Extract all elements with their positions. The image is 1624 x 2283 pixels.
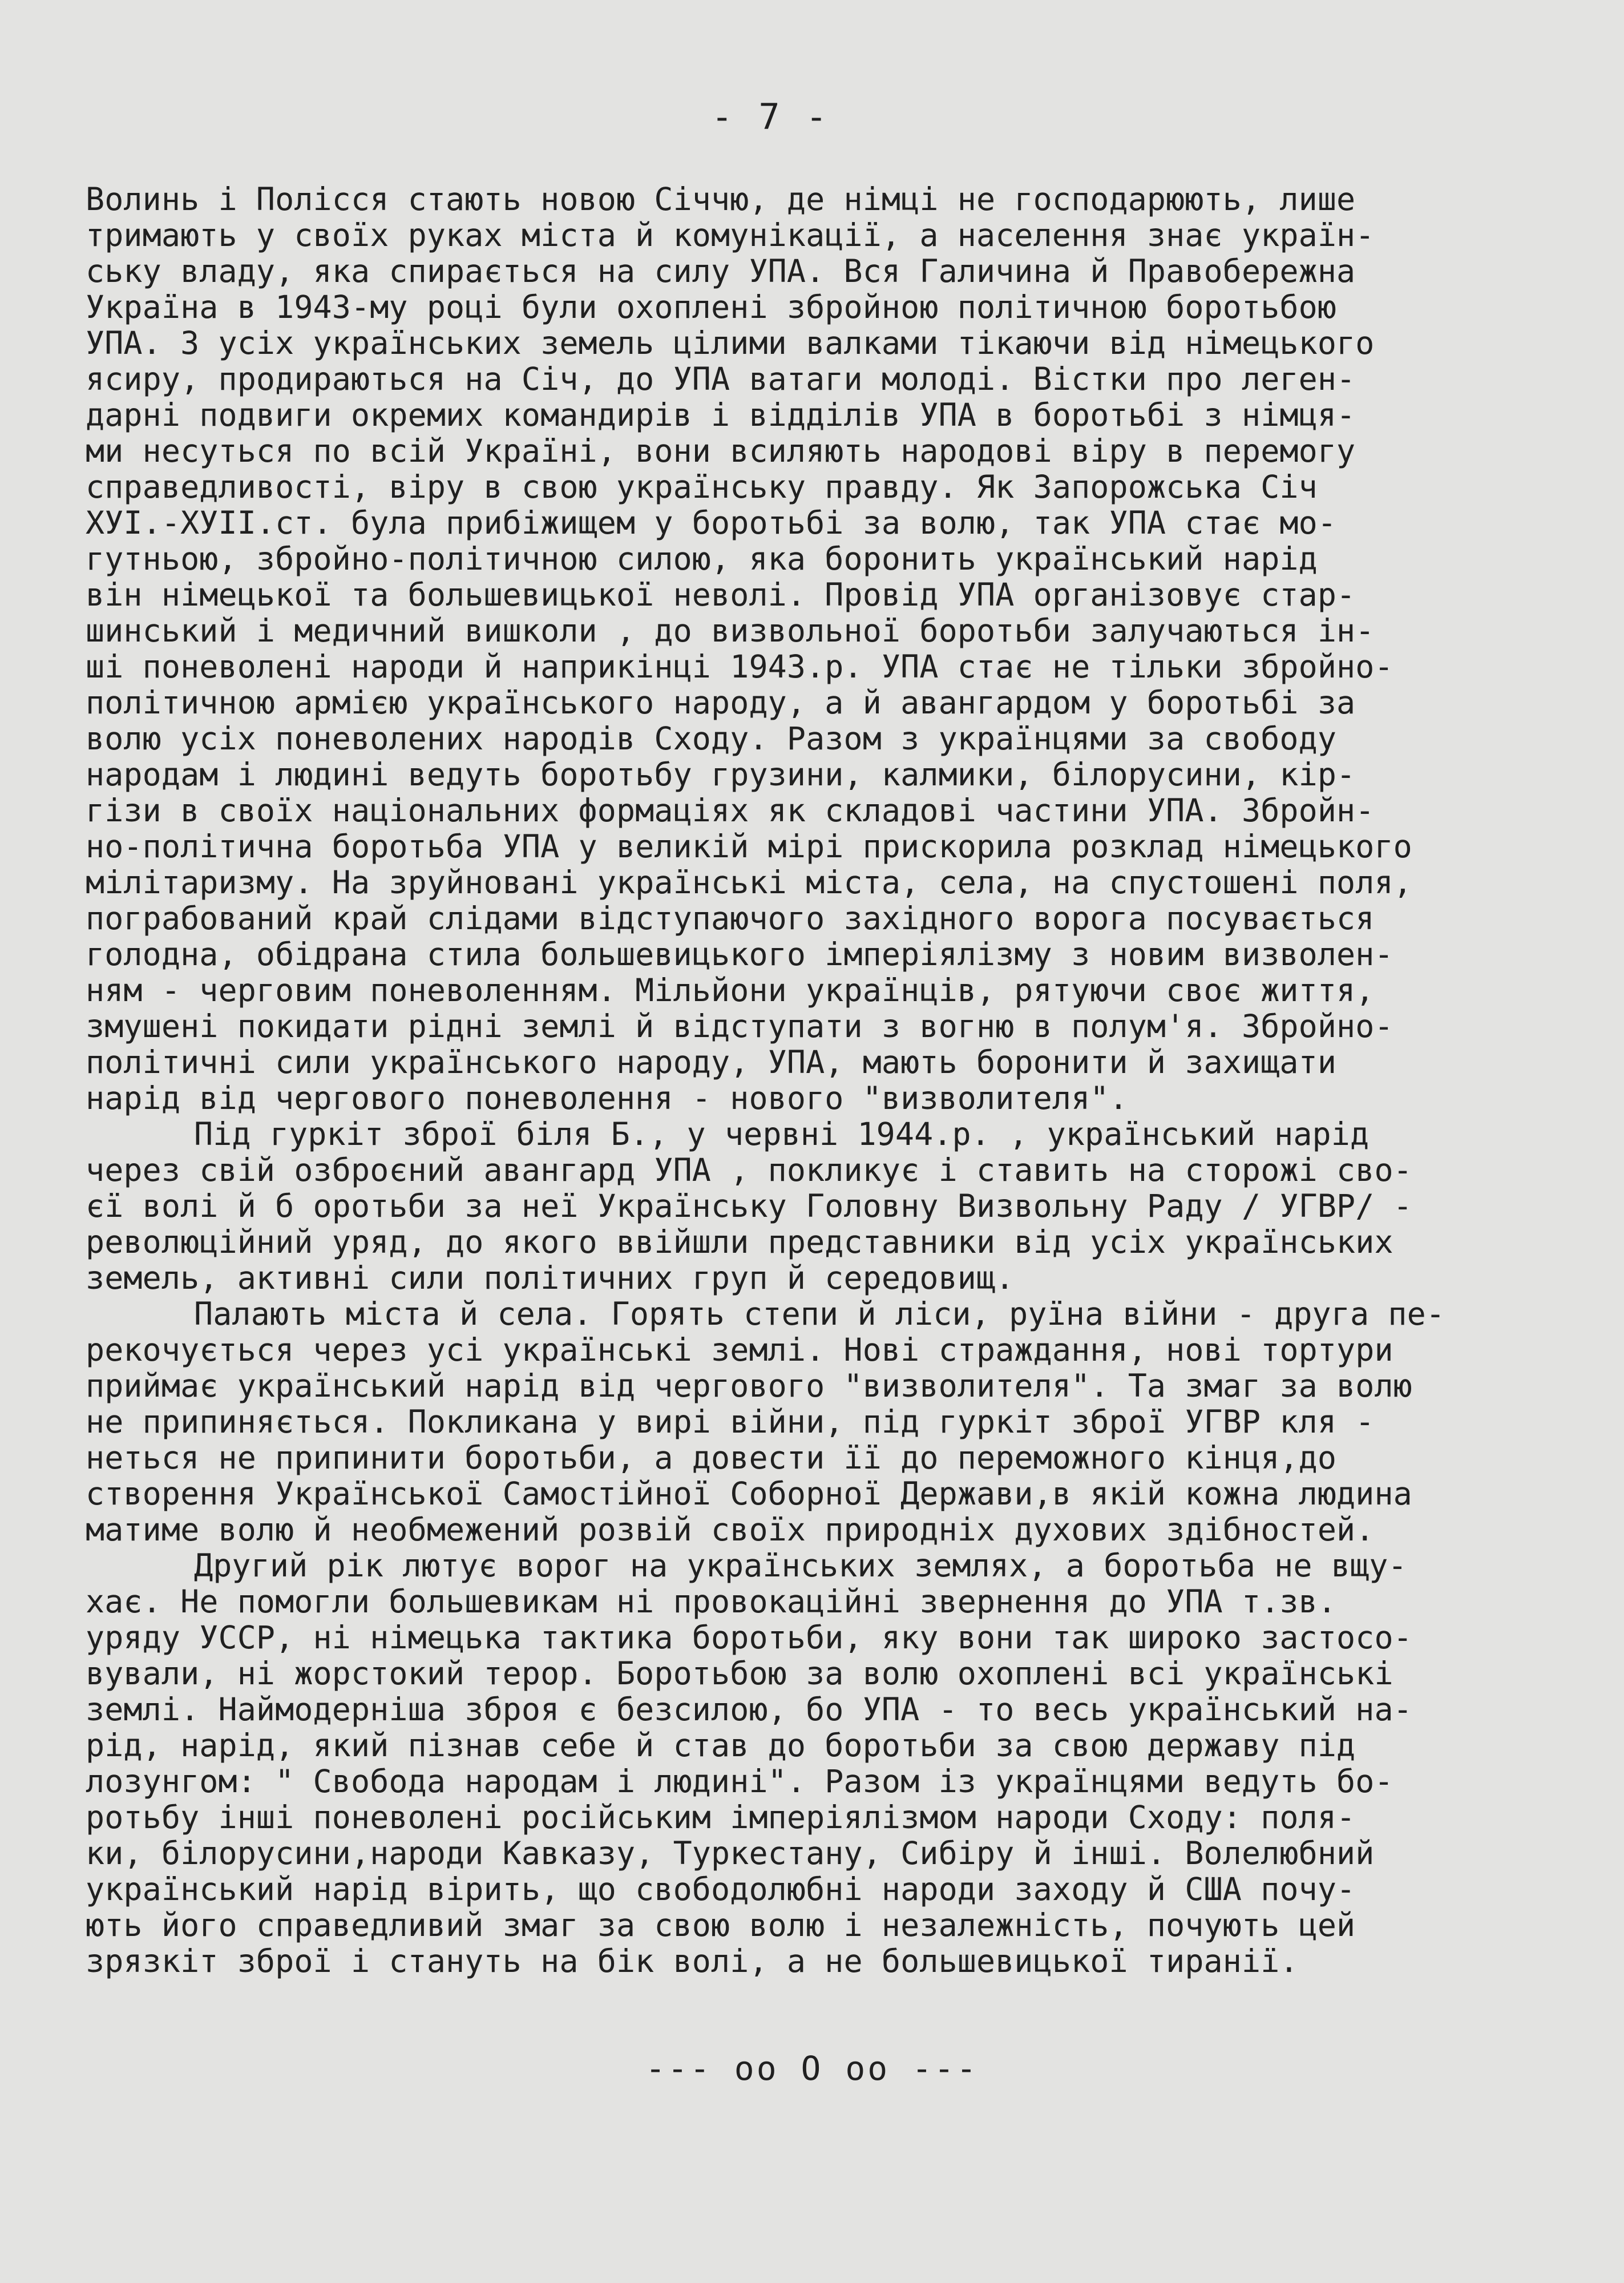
text-line: ші поневолені народи й наприкінці 1943.р. УПА стає не тільки збройно- [86, 648, 1393, 685]
text-line: гізи в своїх національних формаціях як складові частини УПА. Збройн- [86, 792, 1375, 829]
text-line: він німецької та большевицької неволі. Провід УПА організовує стар- [86, 576, 1356, 613]
text-line: дарні подвиги окремих командирів і відділів УПА в боротьбі з німця- [86, 397, 1356, 433]
text-line: матиме волю й необмежений розвій своїх природніх духових здібностей. [86, 1511, 1375, 1548]
text-line: уряду УССР, ні німецька тактика боротьби, яку вони так широко застосо- [86, 1619, 1412, 1656]
text-line: через свій озброєний авангард УПА , покликує і ставить на сторожі сво- [86, 1152, 1412, 1188]
text-line: революційний уряд, до якого ввійшли представники від усіх українських [86, 1224, 1393, 1260]
text-line: приймає український нарід від чергового "визволителя". Та змаг за волю [86, 1368, 1412, 1404]
body-text [86, 181, 1581, 1979]
text-line: ням - черговим поневоленням. Мільйони українців, рятуючи своє життя, [86, 972, 1375, 1009]
text-line: рекочується через усі українські землі. Нові страждання, нові тортури [86, 1332, 1393, 1368]
text-line: но-політична боротьба УПА у великій мірі прискорила розклад німецького [86, 828, 1412, 865]
text-line: вували, ні жорстокий терор. Боротьбою за волю охоплені всі українські [86, 1655, 1393, 1692]
text-line: тримають у своїх руках міста й комунікації, а населення знає україн- [86, 217, 1375, 253]
text-line: народам і людині ведуть боротьбу грузини, калмики, білорусини, кір- [86, 756, 1356, 793]
text-line: справедливості, віру в свою українську правду. Як Запорожська Січ [86, 469, 1318, 505]
text-line: Другий рік лютує ворог на українських землях, а боротьба не вщу- [194, 1547, 1407, 1584]
text-line: зрязкіт зброї і стануть на бік волі, а не большевицької тиранії. [86, 1943, 1299, 1979]
text-line: єї волі й б оротьби за неї Українську Головну Визвольну Раду / УГВР/ - [86, 1188, 1412, 1224]
page-number: - 7 - [711, 96, 830, 138]
text-line: ротьбу інші поневолені російським імперіялізмом народи Сходу: поля- [86, 1799, 1356, 1836]
text-line: український нарід вірить, що свободолюбні народи заходу й США почу- [86, 1871, 1356, 1907]
text-line: земель, активні сили політичних груп й середовищ. [86, 1260, 1015, 1296]
text-line: землі. Наймодерніша зброя є безсилою, бо УПА - то весь український на- [86, 1691, 1412, 1728]
text-line: Під гуркіт зброї біля Б., у червні 1944.р. , український нарід [194, 1116, 1370, 1152]
text-line: ську владу, яка спирається на силу УПА. Вся Галичина й Правобережна [86, 253, 1356, 289]
text-line: ХУІ.-ХУІІ.ст. була прибіжищем у боротьбі за волю, так УПА стає мо- [86, 505, 1337, 541]
text-line: УПА. З усіх українських земель цілими валками тікаючи від німецького [86, 325, 1375, 361]
text-line: Палають міста й села. Горять степи й ліси, руїна війни - друга пе- [194, 1296, 1445, 1332]
closing-separator: --- oo O oo --- [645, 2049, 979, 2088]
text-line: голодна, обідрана стила большевицького імперіялізму з новим визволен- [86, 936, 1393, 973]
text-line: не припиняється. Покликана у вирі війни, під гуркіт зброї УГВР кля - [86, 1403, 1375, 1440]
text-line: лозунгом: " Свобода народам і людині". Разом із українцями ведуть бо- [86, 1763, 1393, 1800]
text-line: створення Української Самостійної Соборної Держави,в якій кожна людина [86, 1475, 1412, 1512]
text-line: змушені покидати рідні землі й відступати з вогню в полум'я. Збройно- [86, 1008, 1393, 1044]
text-line: пограбований край слідами відступаючого західного ворога посувається [86, 900, 1375, 937]
text-line: ми несуться по всій Україні, вони всиляють народові віру в перемогу [86, 433, 1356, 469]
text-line: рід, нарід, який пізнав себе й став до боротьби за свою державу під [86, 1727, 1356, 1764]
text-line: політичні сили українського народу, УПА, мають боронити й захищати [86, 1044, 1337, 1080]
text-line: неться не припинити боротьби, а довести її до переможного кінця,до [86, 1439, 1337, 1476]
text-line: мілітаризму. На зруйновані українські міста, села, на спустошені поля, [86, 864, 1412, 901]
text-line: ясиру, продираються на Січ, до УПА ватаги молоді. Вістки про леген- [86, 361, 1356, 397]
text-line: нарід від чергового поневолення - нового "визволителя". [86, 1080, 1128, 1116]
text-line: хає. Не помогли большевикам ні провокаційні звернення до УПА т.зв. [86, 1583, 1337, 1620]
text-line: волю усіх поневолених народів Сходу. Разом з українцями за свободу [86, 720, 1337, 757]
text-line: шинський і медичний вишколи , до визвольної боротьби залучаються ін- [86, 612, 1375, 649]
text-line: ки, білорусини,народи Кавказу, Туркестану, Сибіру й інші. Волелюбний [86, 1835, 1375, 1871]
text-line: Україна в 1943-му році були охоплені збройною політичною боротьбою [86, 289, 1337, 325]
text-line: ють його справедливий змаг за свою волю і незалежність, почують цей [86, 1907, 1356, 1943]
text-line: Волинь і Полісся стають новою Січчю, де німці не господарюють, лише [86, 181, 1356, 217]
text-line: політичною армією українського народу, а й авангардом у боротьбі за [86, 684, 1356, 721]
text-line: гутньою, збройно-політичною силою, яка боронить український нарід [86, 541, 1318, 577]
